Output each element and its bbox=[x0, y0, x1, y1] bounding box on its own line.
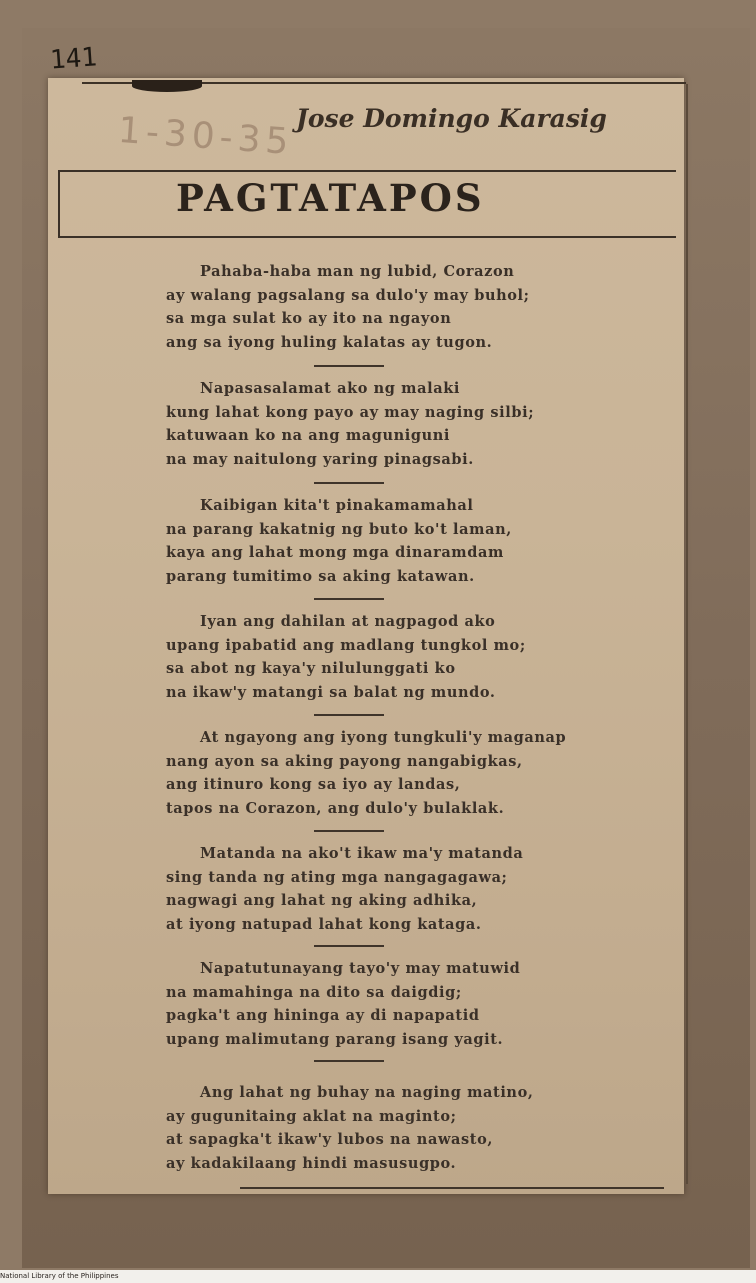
poem-line: sing tanda ng ating mga nangagagawa; bbox=[166, 868, 508, 886]
stanza-8 bbox=[166, 1081, 586, 1175]
stanza-separator bbox=[314, 1060, 384, 1062]
poem-line: Kaibigan kita't pinakamamahal bbox=[200, 497, 474, 514]
poem-line: Ang lahat ng buhay na naging matino, bbox=[200, 1084, 534, 1101]
clipping-bottom-rule bbox=[240, 1187, 664, 1189]
stanza-4 bbox=[166, 610, 586, 704]
poem-line: ay gugunitaing aklat na maginto; bbox=[166, 1107, 457, 1125]
stanza-separator bbox=[314, 598, 384, 600]
stanza-separator bbox=[314, 714, 384, 716]
poem-line: Iyan ang dahilan at nagpagod ako bbox=[200, 613, 496, 630]
poem-line: Pahaba-haba man ng lubid, Corazon bbox=[200, 263, 515, 280]
poem-line: At ngayong ang iyong tungkuli'y maganap bbox=[200, 729, 567, 746]
poem-line: na ikaw'y matangi sa balat ng mundo. bbox=[166, 683, 496, 701]
stanza-6 bbox=[166, 842, 586, 936]
poem-line: parang tumitimo sa aking katawan. bbox=[166, 567, 475, 585]
stanza-separator bbox=[314, 365, 384, 367]
stanza-separator bbox=[314, 482, 384, 484]
poem-line: sa mga sulat ko ay ito na ngayon bbox=[166, 310, 452, 327]
stanza-separator bbox=[314, 830, 384, 832]
poem-line: at sapagka't ikaw'y lubos na nawasto, bbox=[166, 1131, 493, 1148]
author-name: Jose Domingo Karasig bbox=[296, 104, 607, 133]
poem-line: Napatutunayang tayo'y may matuwid bbox=[200, 960, 521, 977]
library-credit: National Library of the Philippines bbox=[0, 1272, 119, 1280]
clipping-top-mark bbox=[132, 80, 202, 92]
poem-line: nang ayon sa aking payong nangabigkas, bbox=[166, 752, 523, 770]
poem-line: Napasasalamat ako ng malaki bbox=[200, 380, 460, 397]
poem-line: pagka't ang hininga ay di napapatid bbox=[166, 1007, 480, 1024]
poem-line: ang sa iyong huling kalatas ay tugon. bbox=[166, 333, 493, 351]
poem-line: nagwagi ang lahat ng aking adhika, bbox=[166, 892, 478, 909]
pencil-note: 1-30-35 bbox=[116, 109, 295, 164]
stanza-3 bbox=[166, 494, 586, 588]
poem-line: ay walang pagsalang sa dulo'y may buhol; bbox=[166, 286, 530, 304]
stanza-7 bbox=[166, 957, 586, 1051]
poem-line: na parang kakatnig ng buto ko't laman, bbox=[166, 520, 512, 538]
poem-line: kung lahat kong payo ay may naging silbi; bbox=[166, 403, 535, 421]
poem-line: katuwaan ko na ang maguniguni bbox=[166, 427, 451, 444]
poem-line: kaya ang lahat mong mga dinaramdam bbox=[166, 544, 504, 561]
poem-line: upang ipabatid ang madlang tungkol mo; bbox=[166, 636, 526, 654]
poem-line: na may naitulong yaring pinagsabi. bbox=[166, 450, 474, 468]
poem-line: upang malimutang parang isang yagit. bbox=[166, 1030, 504, 1048]
poem-line: ang itinuro kong sa iyo ay landas, bbox=[166, 776, 461, 793]
handwritten-number: 141 bbox=[49, 42, 98, 76]
poem-line: sa abot ng kaya'y nilulunggati ko bbox=[166, 660, 456, 677]
clipping-right-rule bbox=[686, 84, 688, 1184]
poem-line: na mamahinga na dito sa daigdig; bbox=[166, 983, 462, 1001]
stanza-1 bbox=[166, 260, 586, 354]
stanza-separator bbox=[314, 945, 384, 947]
poem-line: at iyong natupad lahat kong kataga. bbox=[166, 915, 482, 933]
stanza-5 bbox=[166, 726, 586, 820]
poem-line: ay kadakilaang hindi masusugpo. bbox=[166, 1154, 457, 1172]
poem-title: PAGTATAPOS bbox=[176, 176, 485, 220]
poem-line: tapos na Corazon, ang dulo'y bulaklak. bbox=[166, 799, 505, 817]
poem-line: Matanda na ako't ikaw ma'y matanda bbox=[200, 845, 524, 862]
stanza-2 bbox=[166, 377, 586, 471]
